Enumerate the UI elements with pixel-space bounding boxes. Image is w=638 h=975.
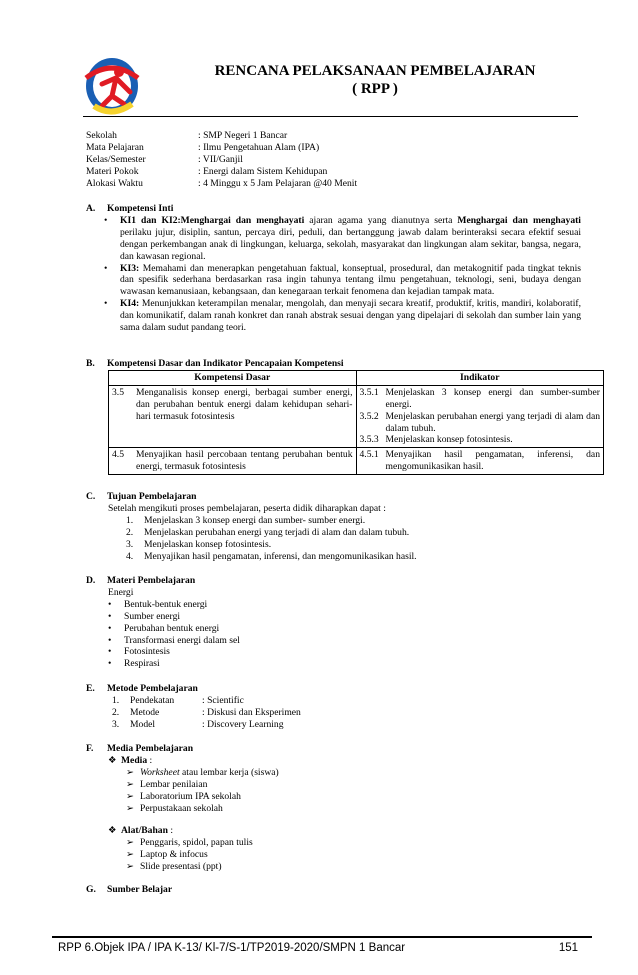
info-value: : SMP Negeri 1 Bancar bbox=[198, 130, 288, 141]
bullet-icon: • bbox=[108, 622, 112, 634]
list-item: • Transformasi energi dalam sel bbox=[108, 634, 240, 646]
section-media bbox=[86, 743, 581, 873]
arrow-bullet-icon: ➢ bbox=[126, 861, 135, 873]
list-item: ➢ Penggaris, spidol, papan tulis bbox=[126, 837, 253, 849]
table-header: Kompetensi Dasar bbox=[109, 370, 357, 385]
bullet-icon: • bbox=[108, 598, 112, 610]
bullet-icon: • bbox=[108, 634, 112, 646]
list-item: 4. Menyajikan hasil pengamatan, inferensi, dan mengomunikasikan hasil. bbox=[126, 550, 417, 562]
table-row: 4.5 Menyajikan hasil percobaan tentang perubahan bentuk energi, termasuk fotosintesis 4.5.1 Menyajikan hasil pengamatan, inferensi, dan mengomunikasikan hasil. bbox=[109, 448, 604, 475]
header-divider bbox=[83, 116, 578, 117]
list-item: • KI1 dan KI2:Menghargai dan menghayati ajaran agama yang dianutnya serta Menghargai dan menghayati perilaku jujur, disiplin, santun, percaya diri, peduli, dan bertanggung jawab dalam berinteraksi secara efektif sesuai dengan perkembangan anak di lingkungan, keluarga, sekolah, masyarakat dan lingkungan alam sekitar, bangsa, negara, dan kawasan regional. bbox=[104, 214, 581, 262]
bullet-icon: • bbox=[104, 214, 108, 226]
info-row bbox=[86, 178, 566, 190]
info-row bbox=[86, 166, 566, 178]
list-item: ➢ Laptop & infocus bbox=[126, 849, 208, 861]
info-row bbox=[86, 130, 566, 142]
list-item: • Bentuk-bentuk energi bbox=[108, 598, 208, 610]
arrow-bullet-icon: ➢ bbox=[126, 766, 135, 778]
alat-heading: ❖ Alat/Bahan : bbox=[108, 825, 173, 837]
table-row: 3.5 Menganalisis konsep energi, berbagai sumber energi, dan perubahan bentuk energi dalam kehidupan sehari-hari termasuk fotosintesis 3.5.1 Menjelaskan 3 konsep energi dan sumber-sumber energi. 3.5.2 Menjelaskan perubahan energi yang terjadi di alam dan dalam tubuh. 3.5.3 Menjelaskan konsep fotosintesis. bbox=[109, 385, 604, 448]
info-value: : Energi dalam Sistem Kehidupan bbox=[198, 165, 328, 177]
table-header: Indikator bbox=[356, 370, 604, 385]
document-title: RENCANA PELAKSANAAN PEMBELAJARAN bbox=[214, 63, 536, 79]
info-value: : 4 Minggu x 5 Jam Pelajaran @40 Menit bbox=[198, 177, 358, 189]
kurikulum-2013-logo bbox=[72, 48, 164, 120]
arrow-bullet-icon: ➢ bbox=[126, 802, 135, 814]
section-tujuan bbox=[86, 491, 581, 562]
list-item: • KI4: Menunjukkan keterampilan menalar, mengolah, dan menyaji secara kreatif, produktif, kritis, mandiri, kolaboratif, dan komunikatif, dalam ranah konkret dan ranah abstrak sesuai dengan yang dipelajari di sekolah dan sumber lain yang sama dalam sudut pandang teori. bbox=[104, 298, 581, 334]
list-item: 2. Menjelaskan perubahan energi yang terjadi di alam dan dalam tubuh. bbox=[126, 526, 410, 538]
section-kompetensi-dasar bbox=[86, 358, 600, 475]
info-key: Materi Pokok bbox=[86, 165, 139, 177]
list-item: ➢ Laboratorium IPA sekolah bbox=[126, 790, 241, 802]
footer-text: RPP 6.Objek IPA / IPA K-13/ Kl-7/S-1/TP2019-2020/SMPN 1 Bancar bbox=[58, 942, 406, 954]
section-materi bbox=[86, 575, 581, 670]
list-item: 3. Model : Discovery Learning bbox=[112, 718, 284, 730]
page-number: 151 bbox=[558, 942, 578, 954]
diamond-bullet-icon: ❖ bbox=[108, 754, 117, 766]
footer-divider bbox=[52, 936, 592, 938]
identity-block bbox=[86, 130, 566, 190]
list-item: ➢ Perpustakaan sekolah bbox=[126, 802, 223, 814]
info-key: Mata Pelajaran bbox=[86, 141, 144, 153]
section-intro: Setelah mengikuti proses pembelajaran, peserta didik diharapkan dapat : bbox=[108, 502, 386, 514]
list-item: 2. Metode : Diskusi dan Eksperimen bbox=[112, 706, 301, 718]
list-item: 3. Menjelaskan konsep fotosintesis. bbox=[126, 538, 272, 550]
info-key: Sekolah bbox=[86, 130, 117, 141]
section-metode bbox=[86, 683, 581, 731]
section-heading: E. Metode Pembelajaran bbox=[86, 683, 198, 694]
section-heading: B. Kompetensi Dasar dan Indikator Pencapaian Kompetensi bbox=[86, 358, 344, 369]
section-kompetensi-inti bbox=[86, 203, 581, 334]
section-heading: D. Materi Pembelajaran bbox=[86, 575, 196, 586]
arrow-bullet-icon: ➢ bbox=[126, 790, 135, 802]
info-row bbox=[86, 142, 566, 154]
list-item: ➢ Slide presentasi (ppt) bbox=[126, 861, 222, 873]
info-key: Alokasi Waktu bbox=[86, 177, 143, 189]
list-item: • Perubahan bentuk energi bbox=[108, 622, 220, 634]
media-heading: ❖ Media : bbox=[108, 754, 153, 766]
section-sumber-belajar bbox=[86, 884, 581, 896]
bullet-icon: • bbox=[108, 658, 112, 670]
bullet-icon: • bbox=[104, 298, 108, 310]
section-intro: Energi bbox=[108, 586, 134, 598]
list-item: • Respirasi bbox=[108, 658, 160, 670]
kd-indicator-table bbox=[108, 370, 604, 475]
list-item: 1. Menjelaskan 3 konsep energi dan sumber- sumber energi. bbox=[126, 514, 366, 526]
document-subtitle: ( RPP ) bbox=[352, 81, 398, 97]
list-item: ➢ Worksheet atau lembar kerja (siswa) bbox=[126, 766, 279, 778]
list-item: • Fotosintesis bbox=[108, 646, 170, 658]
section-heading: C. Tujuan Pembelajaran bbox=[86, 491, 197, 502]
list-item: 1. Pendekatan : Scientific bbox=[112, 694, 244, 706]
info-key: Kelas/Semester bbox=[86, 153, 146, 165]
bullet-icon: • bbox=[108, 610, 112, 622]
list-item: ➢ Lembar penilaian bbox=[126, 778, 208, 790]
info-row bbox=[86, 154, 566, 166]
info-value: : Ilmu Pengetahuan Alam (IPA) bbox=[198, 141, 320, 153]
info-value: : VII/Ganjil bbox=[198, 153, 243, 165]
section-heading: F. Media Pembelajaran bbox=[86, 743, 194, 754]
bullet-icon: • bbox=[108, 646, 112, 658]
arrow-bullet-icon: ➢ bbox=[126, 837, 135, 849]
section-heading: A. Kompetensi Inti bbox=[86, 203, 174, 214]
bullet-icon: • bbox=[104, 262, 108, 274]
arrow-bullet-icon: ➢ bbox=[126, 849, 135, 861]
diamond-bullet-icon: ❖ bbox=[108, 825, 117, 837]
arrow-bullet-icon: ➢ bbox=[126, 778, 135, 790]
section-heading: G. Sumber Belajar bbox=[86, 884, 173, 895]
list-item: • Sumber energi bbox=[108, 610, 181, 622]
list-item: • KI3: Memahami dan menerapkan pengetahuan faktual, konseptual, prosedural, dan metakognitif pada tingkat teknis dan spesifik sederhana berdasarkan rasa ingin tahunya tentang ilmu pengetahuan, teknologi, seni, budaya dengan wawasan kemanusiaan, kebangsaan, dan kenegaraan terkait fenomena dan kejadian tampak mata. bbox=[104, 262, 581, 298]
page-footer bbox=[58, 941, 578, 955]
